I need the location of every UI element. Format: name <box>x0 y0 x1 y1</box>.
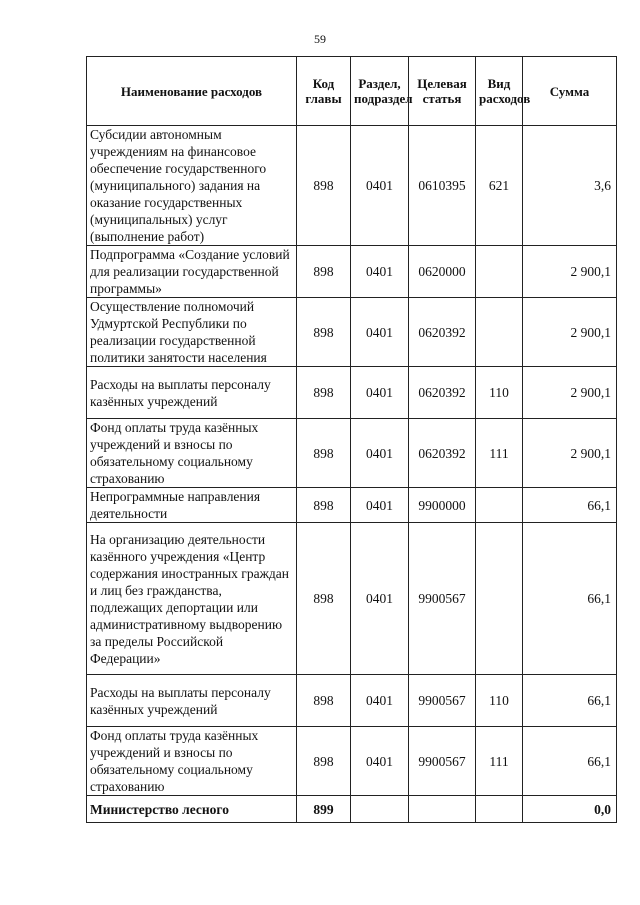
total-row <box>87 796 617 823</box>
table-row <box>87 523 617 675</box>
total-code: 899 <box>297 796 351 823</box>
table-row <box>87 298 617 367</box>
header-name: Наименование расходов <box>87 57 297 126</box>
total-type <box>476 796 523 823</box>
cell-target: 9900567 <box>409 675 476 727</box>
header-row <box>87 57 617 126</box>
table-row <box>87 246 617 298</box>
header-code: Код главы <box>297 57 351 126</box>
total-section <box>351 796 409 823</box>
cell-type: 111 <box>476 727 523 796</box>
table-row <box>87 727 617 796</box>
header-type: Вид расходов <box>476 57 523 126</box>
table-row <box>87 419 617 488</box>
cell-type <box>476 298 523 367</box>
cell-sum: 66,1 <box>523 488 617 523</box>
expenses-table <box>86 56 617 823</box>
table-row <box>87 367 617 419</box>
header-section: Раздел, подраздел <box>351 57 409 126</box>
cell-sum: 66,1 <box>523 727 617 796</box>
cell-sum: 66,1 <box>523 675 617 727</box>
cell-name: Фонд оплаты труда казённых учреждений и взносы по обязательному социальному страхованию <box>87 419 297 488</box>
cell-sum: 2 900,1 <box>523 419 617 488</box>
header-sum: Сумма <box>523 57 617 126</box>
cell-sum: 2 900,1 <box>523 367 617 419</box>
cell-type <box>476 523 523 675</box>
cell-target: 9900000 <box>409 488 476 523</box>
cell-name: Подпрограмма «Создание условий для реализации государственной программы» <box>87 246 297 298</box>
cell-code: 898 <box>297 367 351 419</box>
cell-code: 898 <box>297 126 351 246</box>
table-row <box>87 488 617 523</box>
cell-code: 898 <box>297 419 351 488</box>
cell-section: 0401 <box>351 367 409 419</box>
cell-target: 0620000 <box>409 246 476 298</box>
total-name: Министерство лесного <box>87 796 297 823</box>
cell-sum: 3,6 <box>523 126 617 246</box>
cell-type: 110 <box>476 675 523 727</box>
cell-name: Расходы на выплаты персоналу казённых учреждений <box>87 675 297 727</box>
cell-name: Фонд оплаты труда казённых учреждений и взносы по обязательному социальному страхованию <box>87 727 297 796</box>
cell-type: 621 <box>476 126 523 246</box>
cell-section: 0401 <box>351 298 409 367</box>
cell-target: 0610395 <box>409 126 476 246</box>
cell-target: 0620392 <box>409 419 476 488</box>
table-row <box>87 675 617 727</box>
cell-code: 898 <box>297 727 351 796</box>
cell-target: 9900567 <box>409 523 476 675</box>
cell-section: 0401 <box>351 246 409 298</box>
cell-section: 0401 <box>351 727 409 796</box>
page-number: 59 <box>314 32 326 46</box>
cell-name: Осуществление полномочий Удмуртской Республики по реализации государственной политики занятости населения <box>87 298 297 367</box>
cell-code: 898 <box>297 675 351 727</box>
cell-section: 0401 <box>351 675 409 727</box>
cell-section: 0401 <box>351 488 409 523</box>
cell-sum: 66,1 <box>523 523 617 675</box>
cell-type <box>476 488 523 523</box>
cell-target: 0620392 <box>409 298 476 367</box>
total-sum: 0,0 <box>523 796 617 823</box>
cell-code: 898 <box>297 298 351 367</box>
header-target: Целевая статья <box>409 57 476 126</box>
cell-sum: 2 900,1 <box>523 246 617 298</box>
cell-target: 9900567 <box>409 727 476 796</box>
cell-section: 0401 <box>351 523 409 675</box>
total-target <box>409 796 476 823</box>
cell-name: Субсидии автономным учреждениям на финансовое обеспечение государственного (муниципального) задания на оказание государственных (муниципальных) услуг (выполнение работ) <box>87 126 297 246</box>
cell-name: На организацию деятельности казённого учреждения «Центр содержания иностранных граждан и лиц без гражданства, подлежащих депортации или административному выдворению за пределы Российской Федерации» <box>87 523 297 675</box>
cell-code: 898 <box>297 523 351 675</box>
cell-target: 0620392 <box>409 367 476 419</box>
cell-section: 0401 <box>351 419 409 488</box>
cell-type: 111 <box>476 419 523 488</box>
cell-section: 0401 <box>351 126 409 246</box>
cell-sum: 2 900,1 <box>523 298 617 367</box>
cell-name: Непрограммные направления деятельности <box>87 488 297 523</box>
cell-code: 898 <box>297 246 351 298</box>
cell-code: 898 <box>297 488 351 523</box>
cell-name: Расходы на выплаты персоналу казённых учреждений <box>87 367 297 419</box>
table-row <box>87 126 617 246</box>
cell-type: 110 <box>476 367 523 419</box>
cell-type <box>476 246 523 298</box>
